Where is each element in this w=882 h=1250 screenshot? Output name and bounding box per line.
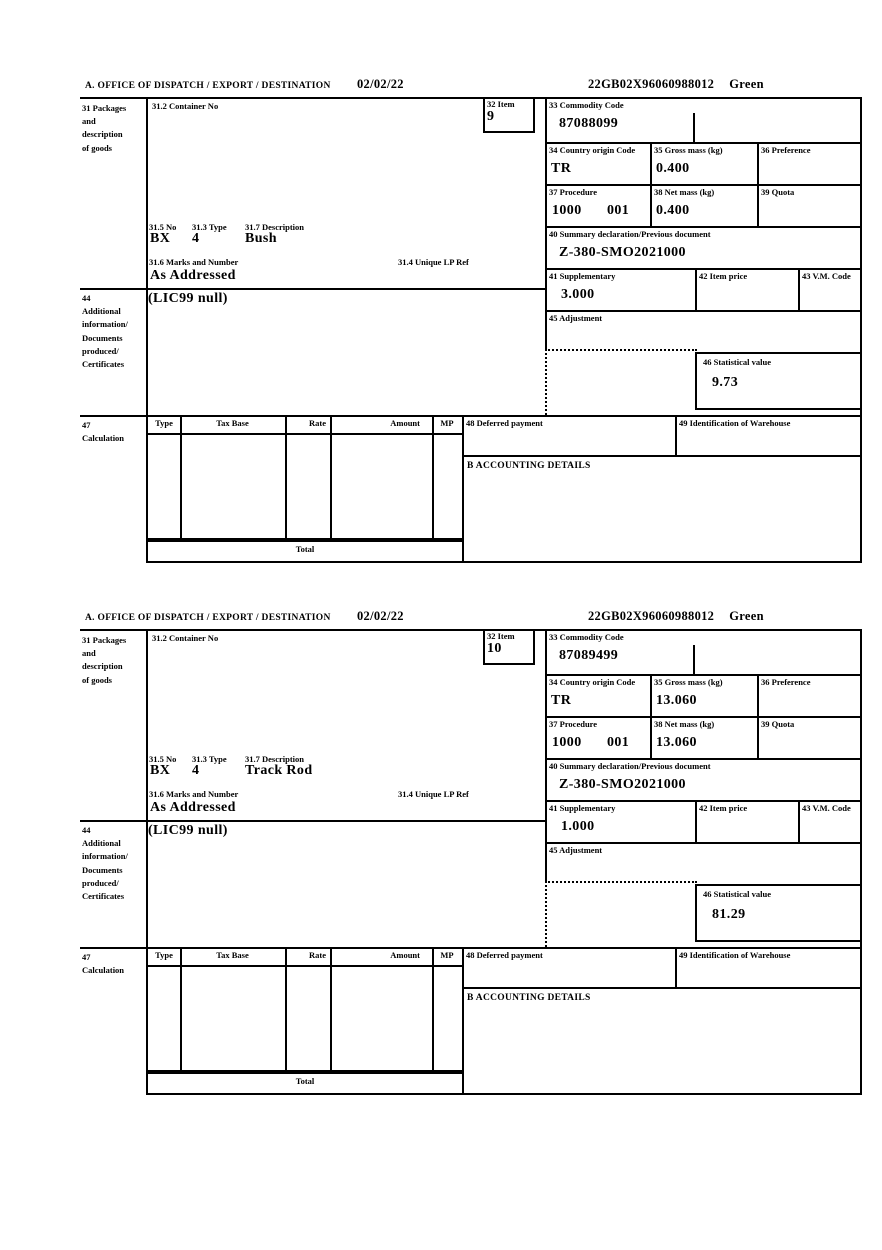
container-no-label: 31.2 Container No	[152, 101, 219, 111]
calc-header-bottom-rule	[146, 965, 464, 967]
marks-numbers-value: As Addressed	[150, 268, 236, 283]
item-price-column-divider	[695, 800, 697, 842]
supplementary-units-value: 1.000	[561, 819, 595, 834]
mass-column-divider	[650, 674, 652, 758]
left-column-divider	[146, 97, 148, 563]
preference-label: 36 Preference	[761, 677, 811, 687]
vm-code-label: 43 V.M. Code	[802, 803, 851, 813]
calculation-top-rule	[80, 947, 862, 949]
goods-description-label: 31.7 Description	[245, 754, 305, 764]
country-origin-label: 34 Country origin Code	[549, 145, 636, 155]
statistical-value-label: 46 Statistical value	[703, 357, 771, 367]
movement-reference-group	[588, 77, 764, 92]
warehouse-column-divider	[675, 415, 677, 455]
statistical-area-dotted-top	[545, 349, 697, 351]
movement-reference-group	[588, 609, 764, 624]
procedure-label: 37 Procedure	[549, 187, 598, 197]
country-origin-value: TR	[551, 161, 572, 176]
item-price-label: 42 Item price	[699, 803, 748, 813]
accounting-details-heading: B ACCOUNTING DETAILS	[467, 993, 591, 1003]
calculation-top-rule	[80, 415, 862, 417]
calc-header-rate: Rate	[309, 418, 326, 428]
country-origin-label: 34 Country origin Code	[549, 677, 636, 687]
package-type-value: 4	[192, 763, 200, 778]
box33-bottom-rule	[545, 142, 862, 144]
calc-header-bottom-rule	[146, 433, 464, 435]
procedure-previous-value: 001	[607, 203, 630, 218]
box34-row-bottom-rule	[545, 184, 862, 186]
procedure-previous-value: 001	[607, 735, 630, 750]
calc-header-rate: Rate	[309, 950, 326, 960]
item-number-label: 32 Item	[487, 631, 515, 641]
commodity-code-value: 87089499	[559, 648, 619, 663]
summary-declaration-value: Z-380-SMO2021000	[559, 245, 686, 260]
box40-bottom-rule	[545, 800, 862, 802]
net-mass-value: 0.400	[656, 203, 690, 218]
warehouse-column-divider	[675, 947, 677, 987]
office-of-dispatch-heading: A. OFFICE OF DISPATCH / EXPORT / DESTINATION	[85, 81, 331, 91]
deferred-payment-label: 48 Deferred payment	[466, 950, 543, 960]
routing-status: Green	[729, 609, 764, 623]
quota-label: 39 Quota	[761, 719, 795, 729]
box37-row-bottom-rule	[545, 758, 862, 760]
calc-header-mp: MP	[440, 418, 454, 428]
goods-description-value: Bush	[245, 231, 277, 246]
calc-header-type: Type	[155, 950, 173, 960]
box31-packages-label: 31 Packages and description of goods	[82, 103, 127, 153]
commodity-code-label: 33 Commodity Code	[549, 632, 624, 642]
statistical-value-label: 46 Statistical value	[703, 889, 771, 899]
supplementary-units-value: 3.000	[561, 287, 595, 302]
summary-declaration-value: Z-380-SMO2021000	[559, 777, 686, 792]
movement-reference-number: 22GB02X96060988012	[588, 609, 715, 623]
package-type-value: 4	[192, 231, 200, 246]
warehouse-id-label: 49 Identification of Warehouse	[679, 950, 791, 960]
goods-description-label: 31.7 Description	[245, 222, 305, 232]
right-edge-rule	[860, 629, 862, 1095]
box47-calculation-label: 47 Calculation	[82, 420, 125, 444]
commodity-code-tick	[693, 113, 695, 142]
item-price-column-divider	[695, 268, 697, 310]
marks-numbers-label: 31.6 Marks and Number	[149, 789, 239, 799]
procedure-current-value: 1000	[552, 735, 582, 750]
item-number-value: 9	[487, 109, 495, 124]
gross-mass-value: 0.400	[656, 161, 690, 176]
summary-declaration-label: 40 Summary declaration/Previous document	[549, 229, 711, 239]
additional-info-value: (LIC99 null)	[148, 823, 228, 838]
mass-column-divider	[650, 142, 652, 226]
vm-code-column-divider	[798, 268, 800, 310]
statistical-area-dotted-top	[545, 881, 697, 883]
box44-additional-info-label: 44 Additional information/ Documents produced/ Certificates	[82, 293, 128, 369]
preference-column-divider	[757, 142, 759, 226]
acceptance-date: 02/02/22	[357, 77, 404, 91]
calc-total-label: Total	[295, 544, 315, 554]
calc-header-amount: Amount	[390, 418, 420, 428]
box34-row-bottom-rule	[545, 716, 862, 718]
package-no-value: BX	[150, 231, 171, 246]
gross-mass-label: 35 Gross mass (kg)	[654, 145, 723, 155]
calc-header-taxbase: Tax Base	[216, 950, 249, 960]
marks-numbers-value: As Addressed	[150, 800, 236, 815]
net-mass-label: 38 Net mass (kg)	[654, 719, 715, 729]
box41-row-bottom-rule	[545, 842, 862, 844]
adjustment-label: 45 Adjustment	[549, 845, 603, 855]
procedure-current-value: 1000	[552, 203, 582, 218]
box37-row-bottom-rule	[545, 226, 862, 228]
box40-bottom-rule	[545, 268, 862, 270]
country-origin-value: TR	[551, 693, 572, 708]
container-no-label: 31.2 Container No	[152, 633, 219, 643]
net-mass-value: 13.060	[656, 735, 697, 750]
statistical-value: 81.29	[712, 907, 746, 922]
deferred-payment-bottom-rule	[462, 987, 862, 989]
box44-top-rule	[80, 288, 545, 290]
vm-code-column-divider	[798, 800, 800, 842]
statistical-value: 9.73	[712, 375, 739, 390]
summary-declaration-label: 40 Summary declaration/Previous document	[549, 761, 711, 771]
calc-header-taxbase: Tax Base	[216, 418, 249, 428]
calc-total-label: Total	[295, 1076, 315, 1086]
vm-code-label: 43 V.M. Code	[802, 271, 851, 281]
marks-numbers-label: 31.6 Marks and Number	[149, 257, 239, 267]
accounting-details-heading: B ACCOUNTING DETAILS	[467, 461, 591, 471]
statistical-area-dotted-left	[545, 881, 547, 947]
deferred-payment-label: 48 Deferred payment	[466, 418, 543, 428]
preference-label: 36 Preference	[761, 145, 811, 155]
left-column-divider	[146, 629, 148, 1095]
package-no-label: 31.5 No	[149, 754, 177, 764]
calc-header-type: Type	[155, 418, 173, 428]
supplementary-units-label: 41 Supplementary	[549, 803, 616, 813]
box44-additional-info-label: 44 Additional information/ Documents produced/ Certificates	[82, 825, 128, 901]
calc-header-amount: Amount	[390, 950, 420, 960]
movement-reference-number: 22GB02X96060988012	[588, 77, 715, 91]
box44-top-rule	[80, 820, 545, 822]
gross-mass-label: 35 Gross mass (kg)	[654, 677, 723, 687]
warehouse-id-label: 49 Identification of Warehouse	[679, 418, 791, 428]
box31-packages-label: 31 Packages and description of goods	[82, 635, 127, 685]
item-price-label: 42 Item price	[699, 271, 748, 281]
commodity-code-value: 87088099	[559, 116, 619, 131]
package-no-value: BX	[150, 763, 171, 778]
declaration-item-section	[80, 608, 862, 1120]
unique-lp-ref-label: 31.4 Unique LP Ref	[398, 257, 469, 267]
declaration-item-section	[80, 76, 862, 588]
package-type-label: 31.3 Type	[192, 222, 227, 232]
box41-row-bottom-rule	[545, 310, 862, 312]
supplementary-units-label: 41 Supplementary	[549, 271, 616, 281]
calc-header-mp: MP	[440, 950, 454, 960]
goods-description-value: Track Rod	[245, 763, 313, 778]
commodity-code-label: 33 Commodity Code	[549, 100, 624, 110]
item-number-label: 32 Item	[487, 99, 515, 109]
gross-mass-value: 13.060	[656, 693, 697, 708]
top-rule	[80, 629, 862, 631]
procedure-label: 37 Procedure	[549, 719, 598, 729]
additional-info-value: (LIC99 null)	[148, 291, 228, 306]
office-of-dispatch-heading: A. OFFICE OF DISPATCH / EXPORT / DESTINATION	[85, 613, 331, 623]
right-edge-rule	[860, 97, 862, 563]
unique-lp-ref-label: 31.4 Unique LP Ref	[398, 789, 469, 799]
preference-column-divider	[757, 674, 759, 758]
top-rule	[80, 97, 862, 99]
net-mass-label: 38 Net mass (kg)	[654, 187, 715, 197]
quota-label: 39 Quota	[761, 187, 795, 197]
adjustment-label: 45 Adjustment	[549, 313, 603, 323]
package-no-label: 31.5 No	[149, 222, 177, 232]
deferred-payment-bottom-rule	[462, 455, 862, 457]
item-number-value: 10	[487, 641, 502, 656]
box47-calculation-label: 47 Calculation	[82, 952, 125, 976]
commodity-code-tick	[693, 645, 695, 674]
statistical-area-dotted-left	[545, 349, 547, 415]
acceptance-date: 02/02/22	[357, 609, 404, 623]
package-type-label: 31.3 Type	[192, 754, 227, 764]
box33-bottom-rule	[545, 674, 862, 676]
routing-status: Green	[729, 77, 764, 91]
